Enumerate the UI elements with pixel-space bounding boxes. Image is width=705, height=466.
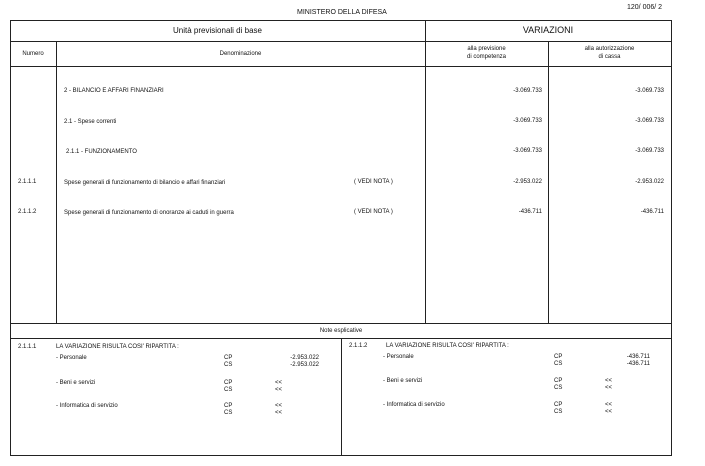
table-right-border [671,20,672,456]
note-item-cs-value: -436.711 [626,361,650,367]
note-item-label: - Beni e servizi [56,380,96,386]
note-item-label: - Personale [56,355,87,361]
note-item-cp: CP [224,380,233,386]
note-item-cp-value: << [275,403,283,409]
column-header-cassa-1: alla autorizzazione [584,46,635,52]
notes-title: Note esplicative [319,328,363,334]
note-item-cp: CP [224,355,233,361]
note-item-cs: CS [554,361,563,367]
column-header-numero: Numero [22,51,44,57]
column-header-competenza-2: di competenza [466,54,507,60]
row-denominazione: Spese generali di funzionamento di bilancio e affari finanziari [64,180,226,186]
column-header-cassa-2: di cassa [598,54,621,60]
note-item-cp-value: << [605,402,613,408]
row-nota: ( VEDI NOTA ) [354,209,393,215]
row-cassa: -436.711 [640,209,664,215]
row-nota: ( VEDI NOTA ) [354,179,393,185]
note-item-label: - Informatica di servizio [383,402,445,408]
note-item-cs-value: -2.953.022 [290,362,319,368]
note-item-cs-value: << [605,385,613,391]
ministry-title: MINISTERO DELLA DIFESA [297,9,387,16]
row-competenza: -3.069.733 [513,88,542,94]
column-header-denominazione: Denominazione [219,51,262,57]
row-cassa: -3.069.733 [635,148,664,154]
note-item-cp-value: << [605,378,613,384]
page-reference: 120/ 006/ 2 [627,4,663,11]
row-competenza: -436.711 [518,209,542,215]
note-item-cp-value: -436.711 [626,354,650,360]
note-item-cp: CP [554,402,563,408]
row-denominazione: Spese generali di funzionamento di onoranze ai caduti in guerra [64,210,234,216]
row-competenza: -3.069.733 [513,118,542,124]
table-left-border [10,20,11,456]
group-header-variazioni: VARIAZIONI [522,25,574,35]
row-numero: 2.1.1.2 [18,209,37,215]
group-header-divider [10,41,672,42]
note-item-cs-value: << [275,387,283,393]
note-item-cs: CS [224,362,233,368]
column-header-bottom [10,66,672,67]
note-numero: 2.1.1.2 [349,343,368,349]
note-item-cp-value: << [275,380,283,386]
note-item-cp: CP [554,378,563,384]
row-denominazione: 2 - BILANCIO E AFFARI FINANZIARI [64,88,164,94]
row-competenza: -3.069.733 [513,148,542,154]
row-denominazione: 2.1 - Spese correnti [64,119,117,125]
cassa-column-divider [548,41,549,324]
note-item-label: - Informatica di servizio [56,403,118,409]
table-body-bottom [10,323,672,324]
row-numero: 2.1.1.1 [18,179,37,185]
variazioni-column-divider [425,20,426,324]
row-denominazione: 2.1.1 - FUNZIONAMENTO [66,149,137,155]
note-item-cs-value: << [275,410,283,416]
note-item-cs: CS [554,385,563,391]
note-numero: 2.1.1.1 [18,344,37,350]
row-cassa: -3.069.733 [635,88,664,94]
row-cassa: -2.953.022 [635,179,664,185]
group-header-upb: Unità previsionali di base [173,26,262,35]
note-item-cp: CP [554,354,563,360]
note-item-cs-value: << [605,409,613,415]
note-item-cs: CS [224,387,233,393]
note-item-label: - Personale [383,354,414,360]
note-item-cp: CP [224,403,233,409]
note-item-cp-value: -2.953.022 [290,355,319,361]
row-competenza: -2.953.022 [513,179,542,185]
table-top-border [10,20,672,21]
note-item-cs: CS [554,409,563,415]
column-header-competenza-1: alla previsione [467,46,506,52]
notes-column-divider [341,338,342,456]
note-item-label: - Beni e servizi [383,378,423,384]
numero-column-divider [56,41,57,324]
note-heading: LA VARIAZIONE RISULTA COSI' RIPARTITA : [386,343,509,349]
row-cassa: -3.069.733 [635,118,664,124]
note-item-cs: CS [224,410,233,416]
note-heading: LA VARIAZIONE RISULTA COSI' RIPARTITA : [56,344,179,350]
